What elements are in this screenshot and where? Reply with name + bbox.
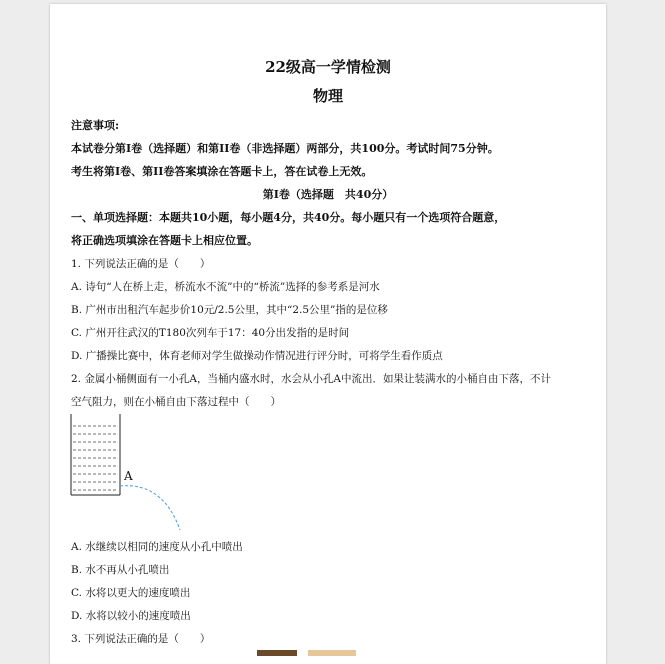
subject-title: 物理 — [312, 87, 343, 105]
hole-label: A — [124, 469, 133, 483]
question-stem: 1. 下列说法正确的是（ ） — [71, 258, 211, 270]
option-d: D. 广播操比赛中，体育老师对学生做操动作情况进行评分时，可将学生看作质点 — [71, 350, 443, 362]
section-heading: 一、单项选择题：本题共10小题，每小题4分，共40分。每小题只有一个选项符合题意， — [71, 211, 506, 224]
bucket-figure — [68, 412, 218, 534]
figure-preview-strip — [257, 650, 297, 656]
option-b: B. 广州市出租汽车起步价10元/2.5公里，其中“2.5公里”指的是位移 — [71, 304, 388, 316]
option-c: C. 广州开往武汉的T180次列车于17：40分出发指的是时间 — [71, 327, 350, 339]
figure-preview-strip — [308, 650, 356, 656]
document-page — [50, 4, 606, 664]
notice-line: 考生将第I卷、第II卷答案填涂在答题卡上，答在试卷上无效。 — [71, 165, 373, 178]
exam-title: 22级高一学情检测 — [265, 58, 391, 76]
water-stream — [120, 486, 180, 530]
option-a: A. 水继续以相同的速度从小孔中喷出 — [71, 541, 243, 553]
question-stem: 2. 金属小桶侧面有一小孔A，当桶内盛水时，水会从小孔A中流出．如果让装满水的小桶自由下落，不计 — [71, 373, 552, 385]
option-d: D. 水将以较小的速度喷出 — [71, 610, 191, 622]
option-a: A. 诗句“人在桥上走，桥流水不流”中的“桥流”选择的参考系是河水 — [71, 281, 380, 293]
question-stem: 空气阻力，则在小桶自由下落过程中（ ） — [71, 396, 281, 408]
question-stem: 3. 下列说法正确的是（ ） — [71, 633, 211, 645]
option-b: B. 水不再从小孔喷出 — [71, 564, 170, 576]
option-c: C. 水将以更大的速度喷出 — [71, 587, 191, 599]
notice-line: 本试卷分第I卷（选择题）和第II卷（非选择题）两部分，共100分。考试时间75分钟。 — [71, 142, 499, 155]
section-heading: 将正确选项填涂在答题卡上相应位置。 — [71, 234, 258, 247]
notice-heading: 注意事项: — [71, 119, 120, 132]
part1-heading: 第I卷（选择题 共40分） — [262, 188, 394, 201]
